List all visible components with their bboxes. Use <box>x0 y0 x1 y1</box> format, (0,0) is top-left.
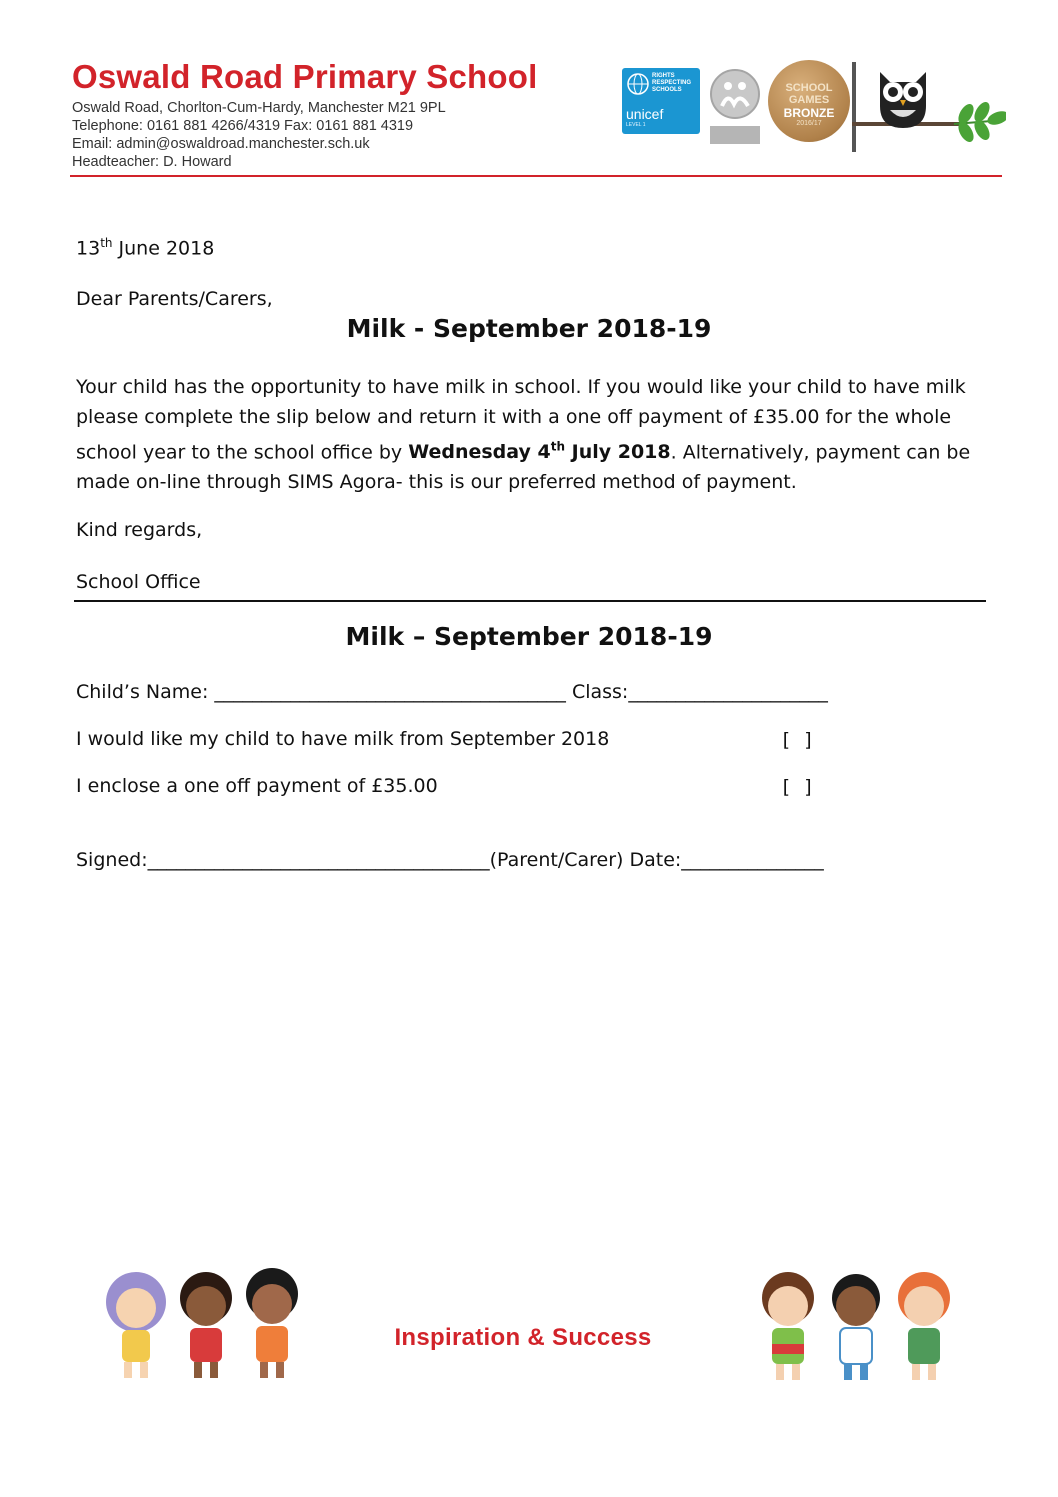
milk-option-label: I would like my child to have milk from September 2018 <box>76 728 610 750</box>
school-telephone: Telephone: 0161 881 4266/4319 Fax: 0161 881 4319 <box>72 118 414 134</box>
closing: Kind regards, <box>76 519 203 541</box>
signature-line: Signed:____________________________________(Parent/Carer) Date:_______________ <box>76 849 824 871</box>
letter-title: Milk - September 2018-19 <box>346 314 712 343</box>
globe-icon <box>626 72 650 96</box>
payment-option-checkbox: [ ] <box>780 776 815 798</box>
owl-icon <box>874 66 932 130</box>
leaves-icon <box>952 100 1006 144</box>
owl-logo-post <box>852 62 856 152</box>
school-email: Email: admin@oswaldroad.manchester.sch.uk <box>72 136 370 152</box>
salutation: Dear Parents/Carers, <box>76 288 273 310</box>
milk-option-checkbox: [ ] <box>780 729 815 751</box>
unicef-text: unicef <box>626 106 664 122</box>
school-name: Oswald Road Primary School <box>72 58 538 95</box>
quality-mark-logo <box>708 68 762 146</box>
slip-title: Milk – September 2018-19 <box>345 622 713 651</box>
children-illustration-right <box>748 1264 964 1388</box>
rights-respecting-schools-logo <box>622 68 700 134</box>
letter-date: 13th June 2018 <box>76 236 215 260</box>
games-title: SCHOOL GAMES <box>785 82 833 106</box>
childs-name-field: Child’s Name: _____________________________________ Class:_____________________ <box>76 681 828 703</box>
header-divider <box>70 175 1002 177</box>
headteacher: Headteacher: D. Howard <box>72 154 232 170</box>
games-year: 2016/17 <box>796 120 822 127</box>
school-games-bronze-logo <box>768 60 850 142</box>
payment-option-label: I enclose a one off payment of £35.00 <box>76 775 438 797</box>
slip-divider <box>74 600 986 602</box>
school-address: Oswald Road, Chorlton-Cum-Hardy, Manchester M21 9PL <box>72 100 446 116</box>
rrs-title: RIGHTS RESPECTING SCHOOLS <box>652 73 692 93</box>
school-motto: Inspiration & Success <box>394 1324 652 1351</box>
letter-body: Your child has the opportunity to have milk in school. If you would like your child to have milk please complete the slip below and return it with a one off payment of £35.00 for the whole school year to the school office by Wednesday 4th July 2018. Alternatively, payment can be made on-line through SIMS Agora- this is our preferred method of payment. <box>76 376 971 494</box>
rrs-level: LEVEL 1 <box>626 122 646 128</box>
signoff: School Office <box>76 571 201 593</box>
games-award: BRONZE <box>783 106 835 120</box>
